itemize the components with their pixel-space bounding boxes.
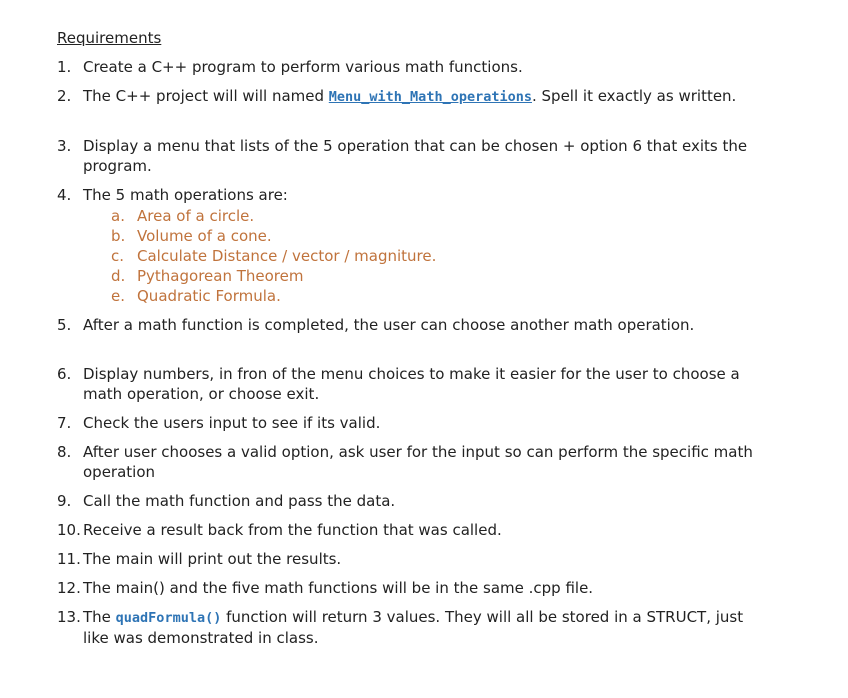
sub-item-text: Calculate Distance / vector / magniture. [137, 247, 437, 265]
item-number: 3. [57, 137, 72, 155]
sub-item-letter: c. [111, 247, 125, 265]
item-text-post: . Spell it exactly as written. [531, 87, 737, 105]
sub-item-text: Pythagorean Theorem [137, 267, 304, 285]
item-text-pre: The C++ project will will named [83, 87, 329, 105]
requirements-heading: Requirements [57, 29, 162, 47]
item-text: Check the users input to see if its valid. [83, 414, 381, 432]
item-text: Display numbers, in fron of the menu choices to make it easier for the user to choose a math operation, or choose exit. [83, 365, 740, 403]
item-text: Receive a result back from the function that was called. [83, 521, 502, 539]
item-text: The main() and the five math functions will be in the same .cpp file. [83, 579, 594, 597]
item-number: 4. [57, 186, 72, 204]
item-number: 10. [57, 521, 81, 539]
item-text: The 5 math operations are: [83, 186, 288, 204]
project-name-code: Menu_with_Math_operations [328, 89, 532, 105]
item-text-post: function will return 3 values. They will all be stored in a STRUCT, just like was demonstrated in class. [83, 608, 744, 647]
item-text: Create a C++ program to perform various math functions. [83, 58, 523, 76]
item-number: 6. [57, 365, 72, 383]
item-text: After a math function is completed, the user can choose another math operation. [83, 316, 695, 334]
sub-item-text: Quadratic Formula. [137, 287, 281, 305]
item-text: Call the math function and pass the data. [83, 492, 396, 510]
item-number: 11. [57, 550, 81, 568]
item-number: 9. [57, 492, 72, 510]
item-number: 2. [57, 87, 72, 105]
item-text: The main will print out the results. [83, 550, 342, 568]
item-text [83, 86, 763, 107]
item-text: After user chooses a valid option, ask user for the input so can perform the specific math operation [83, 443, 753, 481]
sub-item-letter: a. [111, 207, 125, 225]
item-number: 12. [57, 579, 81, 597]
item-number: 5. [57, 316, 72, 334]
item-text-pre: The [83, 608, 116, 626]
item-number: 8. [57, 443, 72, 461]
function-name-code: quadFormula() [115, 610, 222, 626]
sub-item-letter: d. [111, 267, 126, 285]
sub-item-text: Area of a circle. [137, 207, 255, 225]
sub-item-letter: e. [111, 287, 125, 305]
item-number: 7. [57, 414, 72, 432]
item-number: 1. [57, 58, 72, 76]
item-number: 13. [57, 608, 81, 626]
item-text: Display a menu that lists of the 5 operation that can be chosen + option 6 that exits the program. [83, 137, 748, 175]
sub-item-letter: b. [111, 227, 126, 245]
item-text [83, 607, 763, 648]
sub-item-text: Volume of a cone. [137, 227, 272, 245]
